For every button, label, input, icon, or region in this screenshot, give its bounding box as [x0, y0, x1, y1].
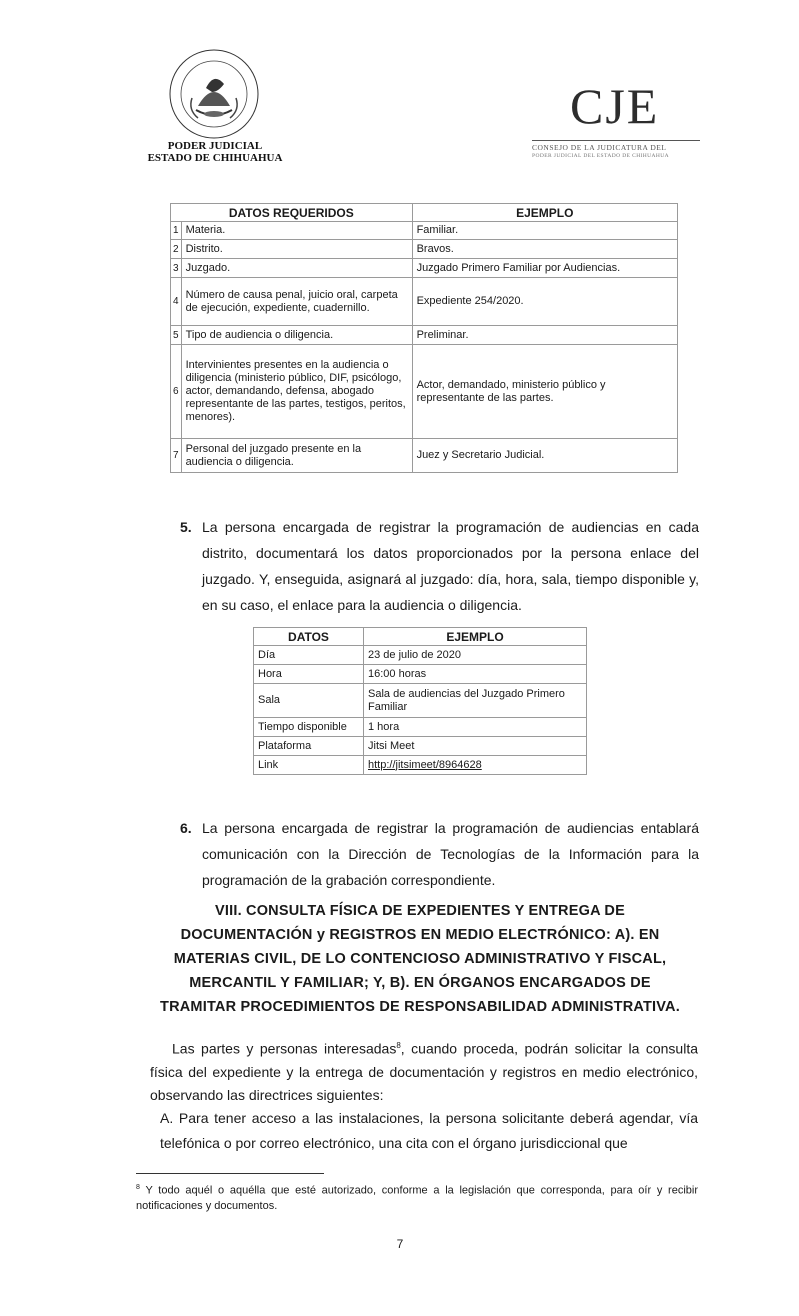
table-row: [171, 240, 678, 259]
example-value: Juzgado Primero Familiar por Audiencias.: [412, 259, 677, 278]
row-number: 1: [171, 222, 182, 240]
field-value: 1 hora: [364, 718, 587, 737]
numbered-item-5: [180, 514, 699, 618]
cje-logo: CJE: [570, 78, 660, 134]
cje-logo-subtitle: CONSEJO DE LA JUDICATURA DEL: [532, 143, 667, 152]
institution-title-line2: ESTADO DE CHIHUAHUA: [147, 152, 283, 164]
table-row: [171, 259, 678, 278]
intro-paragraph: [150, 1034, 698, 1107]
field-value: [364, 756, 587, 775]
example-value: Juez y Secretario Judicial.: [412, 439, 677, 473]
table-row: [171, 439, 678, 473]
schedule-data-table: [253, 627, 587, 775]
lettered-item-a: [160, 1106, 698, 1156]
field-label: Día: [254, 646, 364, 665]
field-value: 23 de julio de 2020: [364, 646, 587, 665]
intro-text-start: Las partes y personas interesadas: [172, 1040, 397, 1057]
footnote-reference: 8: [396, 1041, 401, 1050]
table-row: [171, 222, 678, 240]
item-number: 6.: [180, 820, 192, 836]
footnote: [136, 1180, 698, 1214]
footnote-text: Y todo aquél o aquélla que esté autorizado, conforme a la legislación que corresponda, para oír y recibir notificaciones y documentos.: [136, 1184, 699, 1212]
table-row: [171, 345, 678, 439]
example-value: Familiar.: [412, 222, 677, 240]
required-field: Distrito.: [181, 240, 412, 259]
section-heading: VIII. CONSULTA FÍSICA DE EXPEDIENTES Y ENTREGA DE DOCUMENTACIÓN y REGISTROS EN MEDIO ELECTRÓNICO: A). EN MATERIAS CIVIL, DE LO CONTENCIOSO ADMINISTRATIVO Y FISCAL, MERCANTIL Y FAMILIAR; Y, B). EN ÓRGANOS ENCARGADOS DE TRAMITAR PROCEDIMIENTOS DE RESPONSABILIDAD ADMINISTRATIVA.: [160, 903, 680, 1015]
column-header-ejemplo: EJEMPLO: [412, 204, 677, 222]
table-header-row: [171, 204, 678, 222]
example-value: Actor, demandado, ministerio público y representante de las partes.: [412, 345, 677, 439]
cje-logo-subtitle-small: PODER JUDICIAL DEL ESTADO DE CHIHUAHUA: [532, 153, 670, 159]
table-row: [254, 756, 587, 775]
table-row: [171, 278, 678, 326]
meeting-link[interactable]: http://jitsimeet/8964628: [368, 758, 482, 771]
field-value: Jitsi Meet: [364, 737, 587, 756]
field-label: Hora: [254, 665, 364, 684]
column-header-datos: DATOS: [254, 628, 364, 646]
required-data-table: [170, 203, 678, 473]
required-field: Juzgado.: [181, 259, 412, 278]
example-value: Preliminar.: [412, 326, 677, 345]
table-header-row: [254, 628, 587, 646]
required-field: Tipo de audiencia o diligencia.: [181, 326, 412, 345]
table-row: [254, 718, 587, 737]
row-number: 7: [171, 439, 182, 473]
required-field: Personal del juzgado presente en la audiencia o diligencia.: [181, 439, 412, 473]
field-label: Sala: [254, 684, 364, 718]
intro-text-end: , cuando proceda, podrán solicitar la consulta física del expediente y la entrega de documentación y registros en medio electrónico, observando las directrices siguientes:: [150, 1040, 699, 1103]
column-header-ejemplo: EJEMPLO: [364, 628, 587, 646]
item-letter: A.: [160, 1110, 174, 1126]
numbered-item-6: [180, 815, 699, 893]
logo-divider: [532, 140, 700, 141]
field-value: 16:00 horas: [364, 665, 587, 684]
institution-title-line1: PODER JUDICIAL: [167, 140, 263, 152]
item-text: La persona encargada de registrar la programación de audiencias entablará comunicación con la Dirección de Tecnologías de la Información para la programación de la grabación correspondiente.: [202, 820, 699, 888]
row-number: 2: [171, 240, 182, 259]
required-field: Materia.: [181, 222, 412, 240]
row-number: 5: [171, 326, 182, 345]
example-value: Bravos.: [412, 240, 677, 259]
row-number: 6: [171, 345, 182, 439]
item-text: La persona encargada de registrar la programación de audiencias en cada distrito, documentará los datos proporcionados por la persona enlace del juzgado. Y, enseguida, asignará al juzgado: día, hora, sala, tiempo disponible y, en su caso, el enlace para la audiencia o diligencia.: [202, 519, 699, 613]
page-number: 7: [396, 1237, 404, 1251]
footnote-mark: 8: [136, 1184, 140, 1191]
table-row: [254, 665, 587, 684]
row-number: 4: [171, 278, 182, 326]
coat-of-arms-seal: [168, 48, 260, 140]
required-field: Número de causa penal, juicio oral, carpeta de ejecución, expediente, cuadernillo.: [181, 278, 412, 326]
example-value: Expediente 254/2020.: [412, 278, 677, 326]
required-field: Intervinientes presentes en la audiencia o diligencia (ministerio público, DIF, psicólogo, actor, demandando, defensa, abogado representante de las partes, testigos, peritos, menores).: [181, 345, 412, 439]
table-row: [254, 646, 587, 665]
table-row: [254, 737, 587, 756]
institution-title: [140, 140, 290, 164]
column-header-datos-requeridos: DATOS REQUERIDOS: [171, 204, 413, 222]
field-label: Tiempo disponible: [254, 718, 364, 737]
field-value: Sala de audiencias del Juzgado Primero Familiar: [364, 684, 587, 718]
footnote-divider: [136, 1173, 324, 1174]
row-number: 3: [171, 259, 182, 278]
field-label: Plataforma: [254, 737, 364, 756]
item-text: Para tener acceso a las instalaciones, la persona solicitante deberá agendar, vía telefónica o por correo electrónico, una cita con el órgano jurisdiccional que: [160, 1110, 699, 1151]
table-row: [171, 326, 678, 345]
item-number: 5.: [180, 519, 192, 535]
field-label: Link: [254, 756, 364, 775]
table-row: [254, 684, 587, 718]
